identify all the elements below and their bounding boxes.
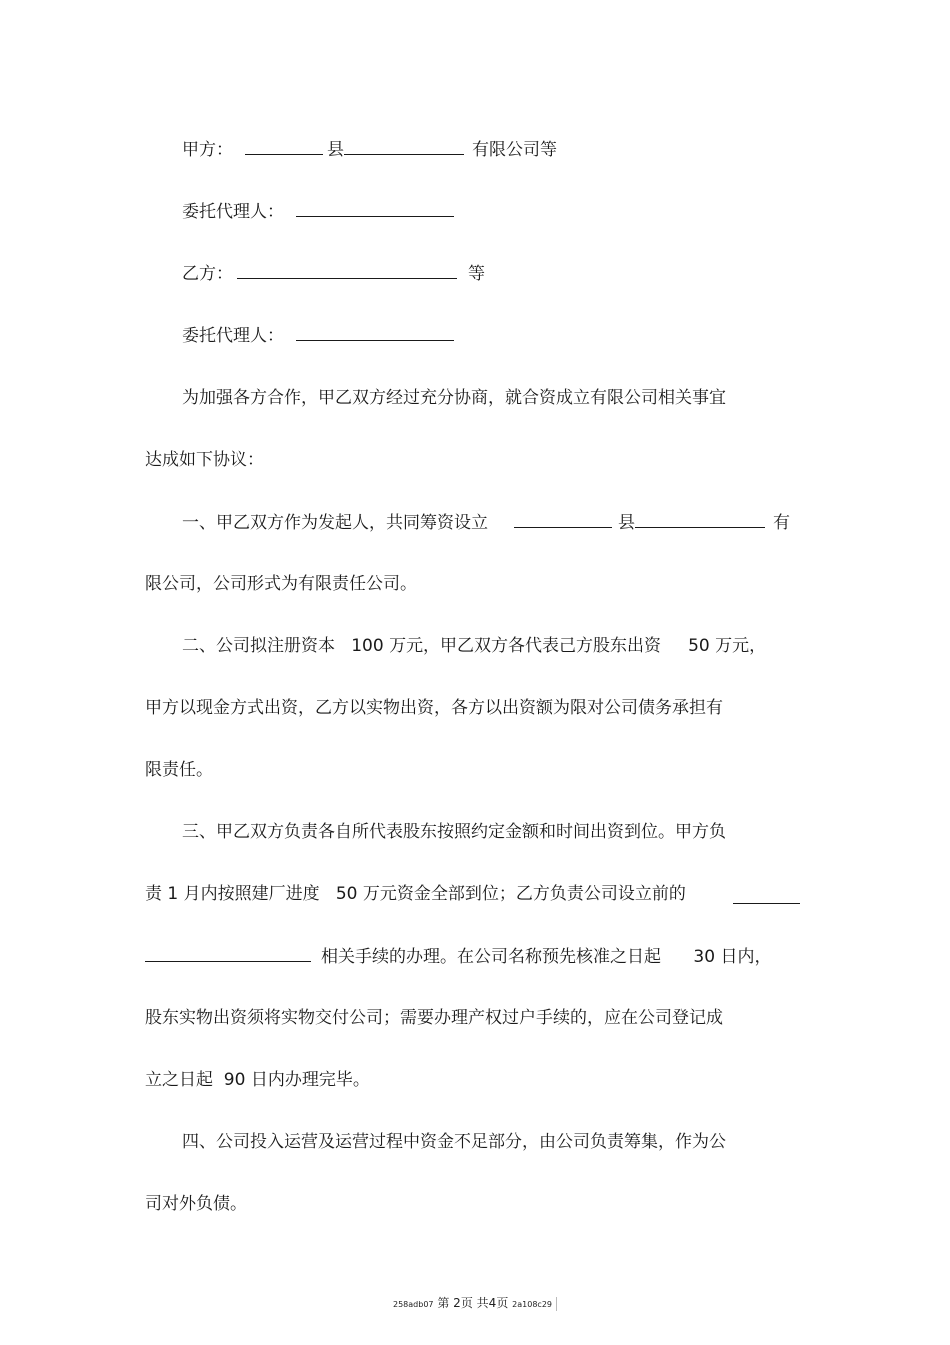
clause-3-blank-1[interactable]	[733, 886, 800, 904]
agent-a-blank[interactable]	[296, 199, 454, 217]
party-b-line	[182, 261, 485, 286]
clause-1-blank-2[interactable]	[635, 510, 765, 528]
footer-total-prefix: 共	[476, 1296, 489, 1310]
clause-4-line-1: 四、公司投入运营及运营过程中资金不足部分，由公司负责筹集，作为公	[182, 1132, 726, 1152]
clause-1-text: 一、甲乙双方作为发起人，共同筹资设立	[182, 513, 488, 533]
party-a-label: 甲方：	[182, 140, 233, 160]
clause-1-blank-1[interactable]	[514, 510, 612, 528]
clause-4-line-2: 司对外负债。	[145, 1194, 247, 1214]
party-a-suffix: 有限公司等	[472, 140, 557, 160]
agent-a-label: 委托代理人：	[182, 202, 284, 222]
agent-b-blank[interactable]	[296, 323, 454, 341]
clause-1-tail: 有	[773, 513, 790, 533]
agent-b-label: 委托代理人：	[182, 326, 284, 346]
party-b-blank[interactable]	[237, 261, 457, 279]
agent-a-line	[182, 199, 454, 224]
clause-1-county: 县	[618, 513, 635, 533]
footer-page-word: 页	[460, 1296, 473, 1310]
footer-right-code: 2a108c29	[512, 1300, 552, 1309]
intro-line-1: 为加强各方合作，甲乙双方经过充分协商，就合资成立有限公司相关事宜	[182, 388, 726, 408]
agent-b-line	[182, 323, 454, 348]
clause-3-line-3-wrap	[145, 944, 771, 969]
intro-line-2: 达成如下协议：	[145, 450, 264, 470]
clause-2-line-1: 二、公司拟注册资本 100 万元，甲乙双方各代表己方股东出资 50 万元，	[182, 636, 767, 656]
clause-3-line-4: 股东实物出资须将实物交付公司；需要办理产权过户手续的，应在公司登记成	[145, 1008, 723, 1028]
footer-divider	[556, 1297, 557, 1311]
clause-3-line-1: 三、甲乙双方负责各自所代表股东按照约定金额和时间出资到位。甲方负	[182, 822, 726, 842]
clause-3-line-5: 立之日起 90 日内办理完毕。	[145, 1070, 370, 1090]
party-a-county: 县	[327, 140, 344, 160]
party-a-blank-2[interactable]	[344, 137, 464, 155]
clause-3-line-2-wrap	[145, 882, 686, 906]
clause-3-line-3: 相关手续的办理。在公司名称预先核准之日起 30 日内，	[321, 947, 772, 967]
clause-2-line-2: 甲方以现金方式出资，乙方以实物出资，各方以出资额为限对公司债务承担有	[145, 698, 723, 718]
clause-1-line-2: 限公司，公司形式为有限责任公司。	[145, 574, 417, 594]
clause-3-blank-2[interactable]	[145, 944, 311, 962]
clause-3-line-2: 责 1 月内按照建厂进度 50 万元资金全部到位；乙方负责公司设立前的	[145, 884, 686, 904]
page-footer	[0, 1294, 950, 1311]
footer-page-prefix: 第	[437, 1296, 450, 1310]
clause-2-line-3: 限责任。	[145, 760, 213, 780]
footer-page-num: 2	[453, 1296, 461, 1310]
party-a-blank-1[interactable]	[245, 137, 323, 155]
footer-total-num: 4	[488, 1296, 497, 1310]
clause-1-line-1	[182, 510, 790, 535]
footer-left-code: 258adb07	[392, 1300, 434, 1309]
party-b-label: 乙方：	[182, 264, 233, 284]
party-b-suffix: 等	[468, 264, 485, 284]
footer-total-word: 页	[496, 1296, 509, 1310]
party-a-line	[182, 137, 557, 162]
